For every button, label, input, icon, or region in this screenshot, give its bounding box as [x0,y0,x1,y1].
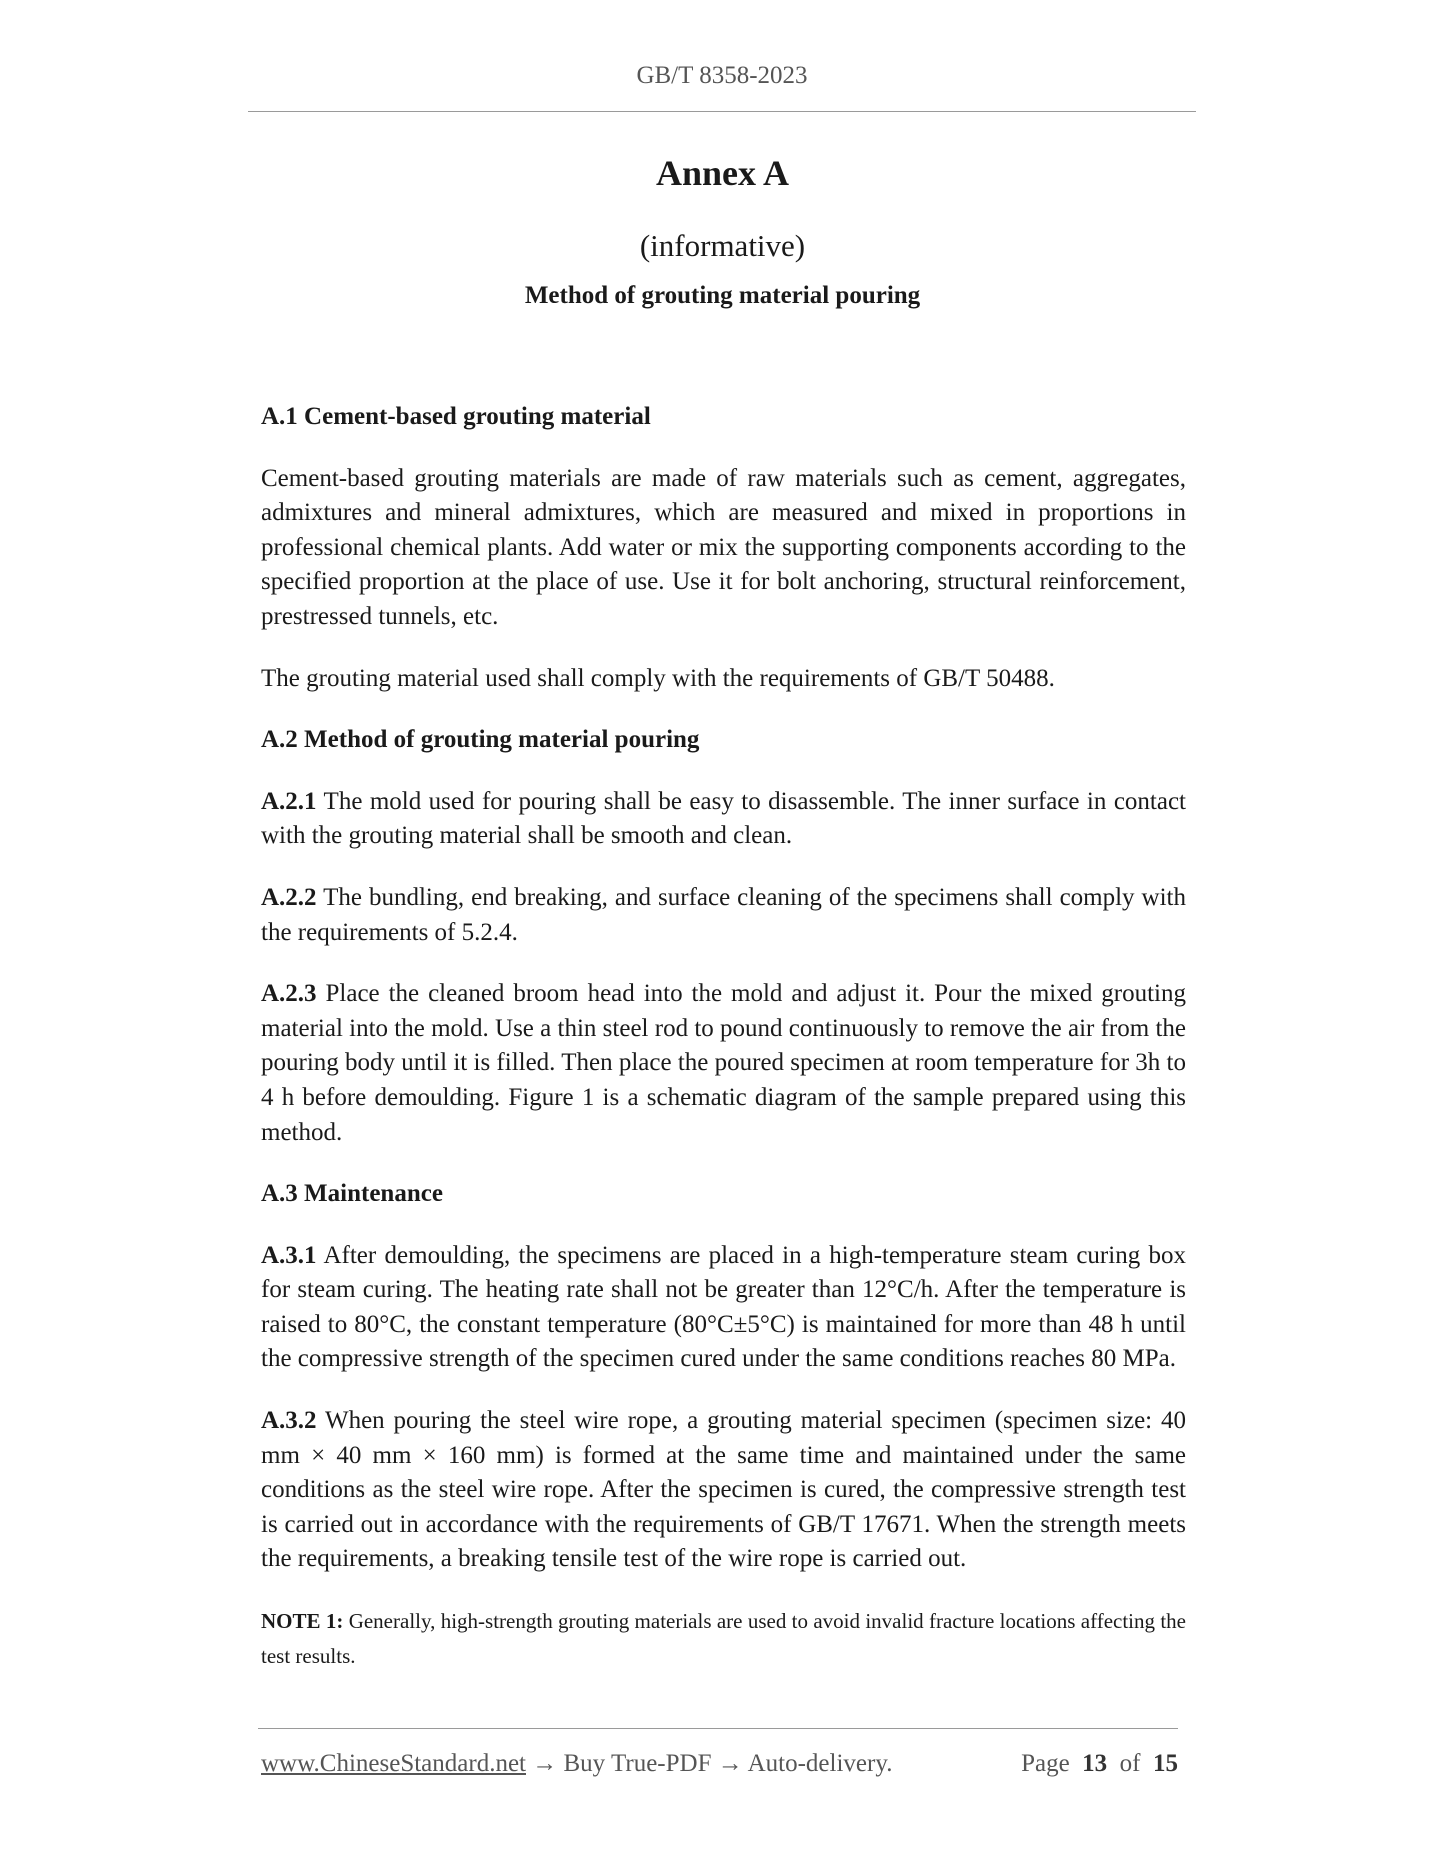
clause-number: A.2.3 [261,980,317,1008]
footer-divider [258,1728,1178,1729]
annex-subtitle: (informative) [639,228,806,263]
of-label: of [1119,1750,1141,1777]
clause-number: A.2.2 [261,883,317,911]
paragraph-a1-description: Cement-based grouting materials are made of raw materials such as cement, aggregates, admixtures and mineral admixtures, which are measured and mixed in proportions in professional chemical plants. Add water or mix the supporting components according to the specified proportion at the place of use. Use it for bolt anchoring, structural reinforcement, prestressed tunnels, etc. [261,464,1186,630]
page-indicator [1021,1750,1178,1778]
page-number: 13 [1082,1750,1108,1777]
website-link[interactable]: www.ChineseStandard.net [261,1750,526,1777]
promo-text: → Buy True-PDF → Auto-delivery. [526,1750,893,1777]
clause-a3-1 [261,1239,1186,1377]
running-header: GB/T 8358-2023 [636,62,808,89]
annex-body [261,400,1186,1701]
section-heading-a3: A.3 Maintenance [261,1180,443,1208]
header-divider [248,111,1196,112]
note-1 [261,1604,1186,1674]
annex-title: Annex A [655,153,790,193]
page-total: 15 [1153,1750,1178,1777]
clause-a3-2 [261,1404,1186,1577]
section-heading-a1: A.1 Cement-based grouting material [261,403,651,430]
section-heading-a2: A.2 Method of grouting material pouring [261,726,700,754]
footer-promo [261,1750,892,1778]
clause-text: After demoulding, the specimens are placed in a high-temperature steam curing box for steam curing. The heating rate shall not be greater than 12°C/h. After the temperature is raised to 80°C, the constant temperature (80°C±5°C) is maintained for more than 48 h until the compressive strength of the specimen cured under the same conditions reaches 80 MPa. [261,1241,1186,1373]
clause-text: When pouring the steel wire rope, a grouting material specimen (specimen size: 40 mm × 40 mm × 160 mm) is formed at the same time and maintained under the same conditions as the steel wire rope. After the specimen is cured, the compressive strength test is carried out in accordance with the requirements of GB/T 17671. When the strength meets the requirements, a breaking tensile test of the wire rope is carried out. [261,1407,1186,1573]
annex-heading: Method of grouting material pouring [524,282,921,309]
clause-text: Place the cleaned broom head into the mold and adjust it. Pour the mixed grouting material into the mold. Use a thin steel rod to pound continuously to remove the air from the pouring body until it is filled. Then place the poured specimen at room temperature for 3h to 4 h before demoulding. Figure 1 is a schematic diagram of the sample prepared using this method. [261,980,1186,1146]
clause-a2-3 [261,977,1186,1150]
clause-a2-2 [261,881,1186,950]
clause-text: The mold used for pouring shall be easy to disassemble. The inner surface in contact with the grouting material shall be smooth and clean. [261,787,1186,850]
clause-number: A.3.2 [261,1407,317,1435]
page-label: Page [1021,1750,1070,1777]
note-label: NOTE 1: [261,1609,344,1634]
clause-text: The bundling, end breaking, and surface cleaning of the specimens shall comply with the requirements of 5.2.4. [261,883,1186,946]
clause-a2-1 [261,785,1186,854]
paragraph-a1-compliance: The grouting material used shall comply with the requirements of GB/T 50488. [261,664,1055,692]
clause-number: A.3.1 [261,1241,317,1269]
note-text: Generally, high-strength grouting materials are used to avoid invalid fracture locations affecting the test results. [261,1609,1187,1669]
clause-number: A.2.1 [261,787,317,815]
